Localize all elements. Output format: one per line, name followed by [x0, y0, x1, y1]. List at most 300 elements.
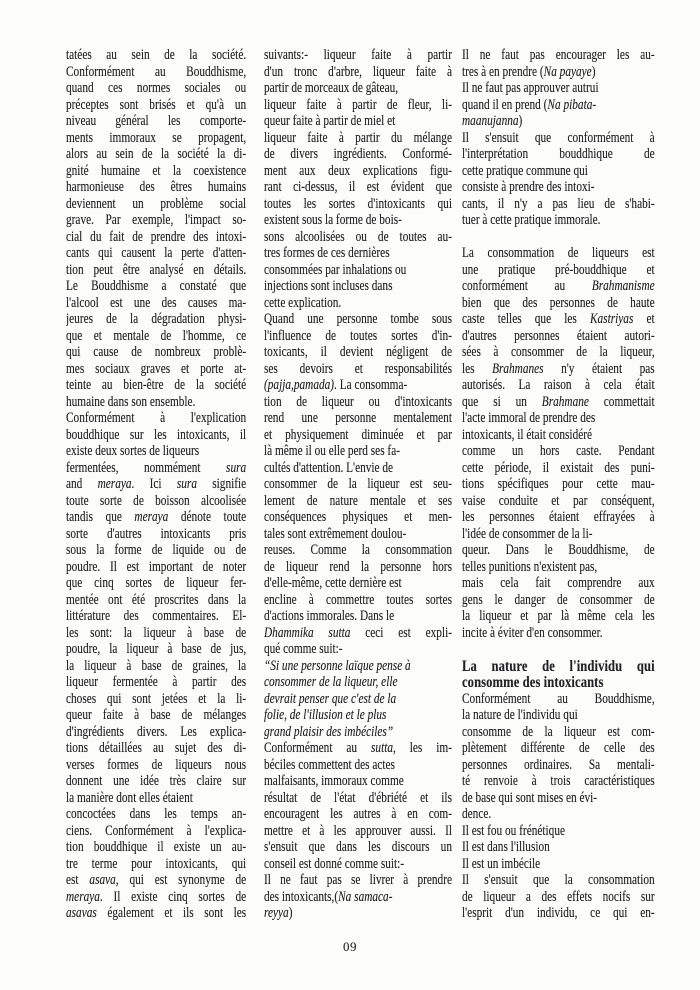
text-segment: conséquences physiques et men- — [264, 509, 452, 525]
text-segment: tres formes de ces dernières — [264, 245, 390, 261]
text-segment: lement de nature mentale et ses — [264, 492, 452, 509]
text-segment: niveau général les comporte- — [66, 113, 247, 129]
text-segment: les — [462, 360, 493, 377]
text-segment: tions détaillées au sujet des di- — [66, 740, 247, 756]
text-line — [264, 476, 452, 493]
text-segment: consomme de la liqueur est com- — [462, 723, 655, 740]
text-segment: Conformément au Bouddhisme, — [66, 63, 247, 80]
text-segment: de liqueur rend la personne hors — [264, 558, 452, 575]
text-line — [264, 740, 452, 757]
text-line — [264, 460, 452, 477]
text-line — [264, 509, 452, 526]
text-segment: , qui est synonyme de — [115, 872, 247, 888]
text-segment: que cinq sortes de liqueur fer- — [66, 575, 247, 591]
text-segment: ) — [591, 63, 596, 80]
text-segment: mais cela fait comprendre aux — [462, 575, 655, 591]
text-segment: bien que des personnes de haute — [462, 294, 655, 311]
text-line — [462, 47, 655, 64]
text-line — [462, 262, 655, 279]
text-line — [66, 641, 246, 658]
text-line — [66, 460, 246, 477]
text-segment: gnité humaine et la coexistence — [66, 162, 247, 179]
text-line — [264, 47, 452, 64]
text-segment: reuses. Comme la consommation — [264, 542, 452, 558]
text-segment: les personnes étaient effrayées à — [462, 509, 655, 525]
text-line — [264, 559, 452, 576]
text-line — [264, 64, 452, 81]
text-line — [66, 245, 246, 262]
text-segment: dénote toute — [168, 509, 247, 525]
italic-text-segment: sutta — [371, 740, 394, 756]
text-segment: d'un tronc d'arbre, liqueur faite à — [264, 63, 452, 80]
text-segment: liqueur fermentée à partir des — [66, 674, 247, 690]
text-segment: . La consomma- — [334, 377, 408, 393]
text-segment: cette période, il existait des puni- — [462, 459, 655, 476]
text-segment: Conformément au — [264, 740, 372, 756]
text-line — [66, 311, 246, 328]
text-line — [462, 278, 655, 295]
text-line — [264, 790, 452, 807]
text-segment: conformément au — [462, 278, 592, 294]
text-line — [66, 592, 246, 609]
text-segment: bouddhique sur les intoxicants, il — [66, 426, 247, 443]
text-line — [462, 757, 655, 774]
text-line — [66, 278, 246, 295]
text-line — [264, 608, 452, 625]
text-segment: encouragent les autres à en com- — [264, 806, 452, 822]
text-line — [264, 757, 452, 774]
text-segment: la liqueur à base de graines, la — [66, 657, 247, 674]
text-segment: . Il existe cinq sortes de — [99, 888, 247, 905]
text-line — [264, 691, 452, 708]
text-line — [66, 889, 246, 906]
text-segment: sons alcoolisées ou de toutes au- — [264, 228, 452, 245]
text-segment: poudre, la liqueur à base de jus, — [66, 641, 247, 657]
text-segment: liqueur faite à partir de fleur, li- — [264, 96, 452, 113]
text-line — [462, 460, 655, 477]
text-line — [66, 658, 246, 675]
text-line — [462, 592, 655, 609]
text-segment: tre terme pour intoxicants, qui — [66, 855, 247, 872]
text-segment: tres à en prendre ( — [462, 63, 544, 80]
text-segment: Il s'ensuit que la consommation — [462, 872, 655, 888]
text-segment: la liqueur et par là même cela les — [462, 608, 655, 624]
text-segment: cette pratique commune qui — [462, 162, 588, 179]
text-segment: béciles commettent des actes — [264, 756, 395, 773]
text-line — [66, 113, 246, 130]
text-line — [264, 344, 452, 361]
text-segment: verses formes de liqueurs nous — [66, 756, 247, 773]
text-segment: la manière dont elles étaient — [66, 789, 193, 806]
text-line — [264, 493, 452, 510]
text-line — [264, 80, 452, 97]
text-segment: comme un hors caste. Pendant — [462, 443, 655, 459]
text-segment: l'esprit d'un individu, ce qui en- — [462, 905, 655, 921]
text-segment: ) — [518, 113, 523, 129]
text-line — [462, 476, 655, 493]
text-segment: conseil est donné comme suit:- — [264, 855, 405, 872]
text-segment: ) — [288, 905, 293, 921]
text-segment: tuer à cette pratique immorale. — [462, 212, 601, 228]
text-segment: fermentées, nommément — [66, 459, 227, 476]
text-line — [264, 806, 452, 823]
text-segment: Il est un imbécile — [462, 855, 541, 872]
text-line — [66, 443, 246, 460]
text-line — [66, 212, 246, 229]
text-line — [66, 394, 246, 411]
text-segment: choses qui sont jetées et la li- — [66, 690, 247, 707]
text-line — [462, 97, 655, 114]
text-line — [462, 64, 655, 81]
text-line — [66, 823, 246, 840]
text-line — [66, 625, 246, 642]
text-segment: résultat de l'état d'ébriété et ils — [264, 789, 452, 806]
text-line — [462, 443, 655, 460]
text-line — [462, 905, 655, 922]
text-segment: l'idée de consommer de la li- — [462, 525, 593, 542]
text-segment: d'elle-même, cette dernière est — [264, 575, 402, 591]
text-line — [66, 526, 246, 543]
text-line — [264, 641, 452, 658]
text-line — [462, 806, 655, 823]
text-line — [462, 245, 655, 262]
italic-text-segment: “Si une personne laïque pense à — [264, 657, 411, 674]
text-line — [264, 823, 452, 840]
text-line — [264, 245, 452, 262]
text-column-1 — [66, 47, 246, 922]
text-line — [264, 262, 452, 279]
text-segment: consommées par inhalations ou — [264, 261, 407, 278]
text-line — [66, 724, 246, 741]
text-segment: Il ne faut pas encourager les au- — [462, 47, 655, 63]
text-line — [264, 113, 452, 130]
text-segment: partir de morceaux de gâteau, — [264, 80, 399, 96]
text-line — [264, 526, 452, 543]
text-line — [66, 80, 246, 97]
text-segment: sorte d'autres intoxicants pris — [66, 525, 247, 542]
text-line — [264, 97, 452, 114]
text-line — [462, 344, 655, 361]
text-line — [462, 212, 655, 229]
text-line — [66, 839, 246, 856]
text-segment: l'interprétation bouddhique de — [462, 146, 655, 162]
text-segment: La consommation de liqueurs est — [462, 245, 655, 261]
text-line — [462, 493, 655, 510]
text-segment: d'autres personnes étaient autori- — [462, 327, 655, 344]
text-line — [264, 542, 452, 559]
text-segment: rant ci-dessus, il est évident que — [264, 179, 452, 195]
text-segment: Il s'ensuit que conformément à — [462, 129, 655, 146]
text-line — [462, 113, 655, 130]
text-line — [264, 592, 452, 609]
text-line — [462, 773, 655, 790]
text-line — [462, 80, 655, 97]
text-line — [66, 262, 246, 279]
text-segment: alors au sein de la société la di- — [66, 146, 247, 162]
text-line — [66, 509, 246, 526]
text-segment: poudre. Il est important de noter — [66, 558, 247, 575]
italic-text-segment: maanujanna — [462, 113, 519, 129]
text-segment: té renvoie à trois caractéristiques — [462, 773, 655, 789]
text-segment: tion bouddhique il existe un au- — [66, 839, 247, 855]
text-line — [462, 311, 655, 328]
italic-text-segment: (pajja,pamada) — [264, 377, 335, 393]
text-segment: l'alcool est une des causes ma- — [66, 294, 247, 311]
italic-text-segment: devrait penser que c'est de la — [264, 690, 397, 707]
text-column-3 — [462, 47, 655, 922]
text-line — [462, 691, 655, 708]
text-segment: l'influence de toutes sortes d'in- — [264, 327, 452, 344]
italic-text-segment: asava — [89, 872, 116, 888]
text-segment: une pratique pré-bouddhique et — [462, 261, 655, 278]
text-segment: d'actions immorales. Dans le — [264, 608, 395, 624]
italic-text-segment: meraya — [66, 888, 100, 905]
text-segment: ses devoirs et responsabilités — [264, 360, 452, 377]
text-line — [66, 856, 246, 873]
text-line — [66, 377, 246, 394]
text-segment: ments immoraux se propagent, — [66, 129, 247, 146]
text-line — [264, 179, 452, 196]
text-line — [66, 328, 246, 345]
text-segment: cultés d'attention. L'envie de — [264, 459, 394, 476]
text-line — [66, 905, 246, 922]
text-line — [66, 130, 246, 147]
text-segment: littérature des commentaires. El- — [66, 608, 247, 624]
text-segment: que et mentale de l'homme, ce — [66, 327, 247, 344]
text-line — [462, 724, 655, 741]
text-line — [66, 740, 246, 757]
text-line — [66, 179, 246, 196]
text-line — [462, 856, 655, 873]
text-segment: l'acte immoral de prendre des — [462, 410, 596, 426]
text-segment: dence. — [462, 806, 492, 822]
text-segment: préceptes sont brisés et qu'à un — [66, 96, 247, 113]
text-segment: harmonieuse des êtres humains — [66, 179, 247, 195]
italic-text-segment: Na samaca- — [338, 888, 393, 905]
text-line — [66, 872, 246, 889]
text-segment: de liqueur a des effets nocifs sur — [462, 888, 655, 905]
text-segment: . Ici — [131, 476, 177, 492]
italic-text-segment: Brahmane — [541, 393, 589, 410]
text-line — [462, 790, 655, 807]
text-line — [462, 328, 655, 345]
section-heading-line — [462, 658, 655, 675]
text-line — [264, 295, 452, 312]
text-line — [462, 823, 655, 840]
text-line — [462, 427, 655, 444]
italic-text-segment: Kastriyas — [589, 311, 634, 327]
text-segment: incite à éviter d'en consommer. — [462, 624, 603, 641]
text-line — [462, 872, 655, 889]
italic-text-segment: meraya — [97, 476, 132, 492]
text-segment: malfaisants, immoraux comme — [264, 773, 404, 789]
text-line — [66, 361, 246, 378]
text-segment: Il ne faut pas approuver autrui — [462, 80, 599, 96]
text-segment: consomme des intoxicants — [462, 674, 604, 691]
text-segment: cette explication. — [264, 294, 342, 311]
text-segment: toute sorte de boisson alcoolisée — [66, 492, 247, 509]
text-line — [264, 707, 452, 724]
text-line — [264, 724, 452, 741]
text-segment: Le Bouddhisme a constaté que — [66, 278, 247, 294]
text-segment: de divers ingrédients. Conformé- — [264, 146, 452, 162]
text-line — [462, 163, 655, 180]
text-segment: les sont: la liqueur à base de — [66, 624, 247, 641]
text-segment: cial du fait de prendre des intoxi- — [66, 228, 247, 245]
text-line — [462, 889, 655, 906]
text-line — [264, 839, 452, 856]
italic-text-segment: folie, de l'illusion et le plus — [264, 707, 387, 723]
text-segment: d'ingrédients divers. Les explica- — [66, 723, 247, 740]
text-line — [66, 674, 246, 691]
italic-text-segment: consommer de la liqueur, elle — [264, 674, 398, 690]
text-segment: toutes les sortes d'intoxicants qui — [264, 195, 452, 212]
text-segment: plètement différente de celle des — [462, 740, 655, 756]
text-segment: quand ces normes sociales ou — [66, 80, 247, 96]
text-line — [264, 278, 452, 295]
text-segment: consommer de la liqueur est seu- — [264, 476, 452, 492]
text-line — [462, 559, 655, 576]
text-segment: deviennent un problème social — [66, 195, 247, 212]
text-line — [66, 575, 246, 592]
italic-text-segment: grand plaisir des imbéciles” — [264, 723, 394, 740]
text-line — [264, 212, 452, 229]
text-segment: commettait — [588, 393, 655, 410]
text-segment: cants qui causent la perte d'atten- — [66, 245, 247, 261]
text-line — [66, 476, 246, 493]
text-line — [66, 427, 246, 444]
text-line — [66, 757, 246, 774]
text-line — [66, 229, 246, 246]
text-line — [264, 361, 452, 378]
text-segment: mentée ont été proscrites dans la — [66, 591, 247, 608]
text-line — [264, 905, 452, 922]
text-segment: sous la forme de liquide ou de — [66, 542, 247, 558]
text-segment: liqueur faite à partir du mélange — [264, 129, 452, 146]
text-segment: caste telles que les — [462, 311, 590, 327]
text-line — [462, 146, 655, 163]
italic-text-segment: sura — [176, 476, 197, 492]
text-segment: la nature de l'individu qui — [462, 707, 578, 723]
text-line — [66, 410, 246, 427]
text-line — [264, 625, 452, 642]
text-segment: mes sociaux graves et porte at- — [66, 360, 247, 377]
text-line — [462, 542, 655, 559]
text-line — [66, 344, 246, 361]
text-segment: de base qui sont mises en évi- — [462, 789, 598, 806]
text-line — [66, 773, 246, 790]
text-line — [462, 179, 655, 196]
text-segment: queur faite à partir de miel et — [264, 113, 396, 129]
text-line — [264, 674, 452, 691]
text-line — [264, 443, 452, 460]
text-segment: encline à commettre toutes sortes — [264, 591, 452, 608]
text-segment: là même il ou elle perd ses fa- — [264, 443, 400, 459]
text-line — [462, 839, 655, 856]
text-line — [264, 394, 452, 411]
text-segment: donnent une idée très claire sur — [66, 773, 247, 789]
text-line — [462, 394, 655, 411]
text-segment: rend une personne mentalement — [264, 410, 452, 426]
text-segment: ceci est expli- — [350, 624, 452, 641]
italic-text-segment: meraya — [134, 509, 169, 525]
text-segment: des intoxicants,( — [264, 888, 339, 905]
text-line — [264, 130, 452, 147]
text-segment: personnes ordinaires. Sa mentali- — [462, 756, 655, 773]
text-segment: Conformément à l'explication — [66, 410, 247, 426]
text-line — [264, 229, 452, 246]
italic-text-segment: asavas — [66, 905, 97, 921]
text-line — [66, 790, 246, 807]
italic-text-segment: Dhammika sutta — [264, 624, 351, 641]
page-number: 09 — [343, 939, 357, 954]
text-line — [66, 559, 246, 576]
text-line — [462, 740, 655, 757]
text-line — [462, 410, 655, 427]
text-segment: autorisés. La raison à cela était — [462, 377, 655, 393]
text-line — [66, 806, 246, 823]
text-segment: concoctées dans les temps an- — [66, 806, 247, 822]
text-line — [462, 295, 655, 312]
text-segment: ciens. Conformément à l'explica- — [66, 822, 247, 839]
text-line — [264, 872, 452, 889]
text-line — [66, 97, 246, 114]
text-line — [66, 163, 246, 180]
text-segment: cants, il n'y a pas lieu de s'habi- — [462, 195, 655, 212]
text-segment: , les im- — [393, 740, 452, 756]
text-line — [264, 856, 452, 873]
text-segment: telles punitions n'existent pas, — [462, 558, 598, 575]
text-segment: également et ils sont les — [96, 905, 247, 921]
italic-text-segment: Na pibata- — [547, 96, 597, 113]
text-line — [264, 575, 452, 592]
text-segment: queur faite à base de mélanges — [66, 707, 247, 723]
text-line — [66, 707, 246, 724]
text-segment: qui cause de nombreux problè- — [66, 344, 247, 360]
text-line — [264, 658, 452, 675]
text-column-2 — [264, 47, 452, 922]
text-segment: s'ensuit que dans les discours un — [264, 839, 452, 855]
text-line — [264, 196, 452, 213]
italic-text-segment: reyya — [264, 905, 289, 921]
text-segment: tandis que — [66, 509, 135, 525]
text-line — [66, 493, 246, 510]
text-line — [264, 146, 452, 163]
text-segment: gens le danger de consommer de — [462, 591, 655, 608]
text-segment: existe deux sortes de liqueurs — [66, 443, 200, 459]
text-line — [264, 328, 452, 345]
text-line — [462, 526, 655, 543]
text-segment: Conformément au Bouddhisme, — [462, 690, 655, 707]
text-line — [462, 361, 655, 378]
text-segment: and — [66, 476, 98, 492]
text-segment: qué comme suit:- — [264, 641, 343, 657]
text-line — [462, 196, 655, 213]
text-line — [264, 377, 452, 394]
text-segment: et physiquement diminuée et par — [264, 426, 452, 443]
text-segment: tales sont extrêmement doulou- — [264, 525, 407, 542]
text-segment: grave. Par exemple, l'impact so- — [66, 212, 247, 228]
text-segment: Il ne faut pas se livrer à prendre — [264, 872, 452, 888]
text-segment: et — [633, 311, 655, 327]
text-segment: queur. Dans le Bouddhisme, de — [462, 542, 655, 558]
text-line — [264, 311, 452, 328]
text-segment: jeures de la dégradation physi- — [66, 311, 247, 327]
blank-line — [462, 641, 655, 658]
text-segment: signifie — [196, 476, 247, 492]
text-segment: existent sous la forme de bois- — [264, 212, 402, 228]
italic-text-segment: Brahmanisme — [591, 278, 655, 294]
